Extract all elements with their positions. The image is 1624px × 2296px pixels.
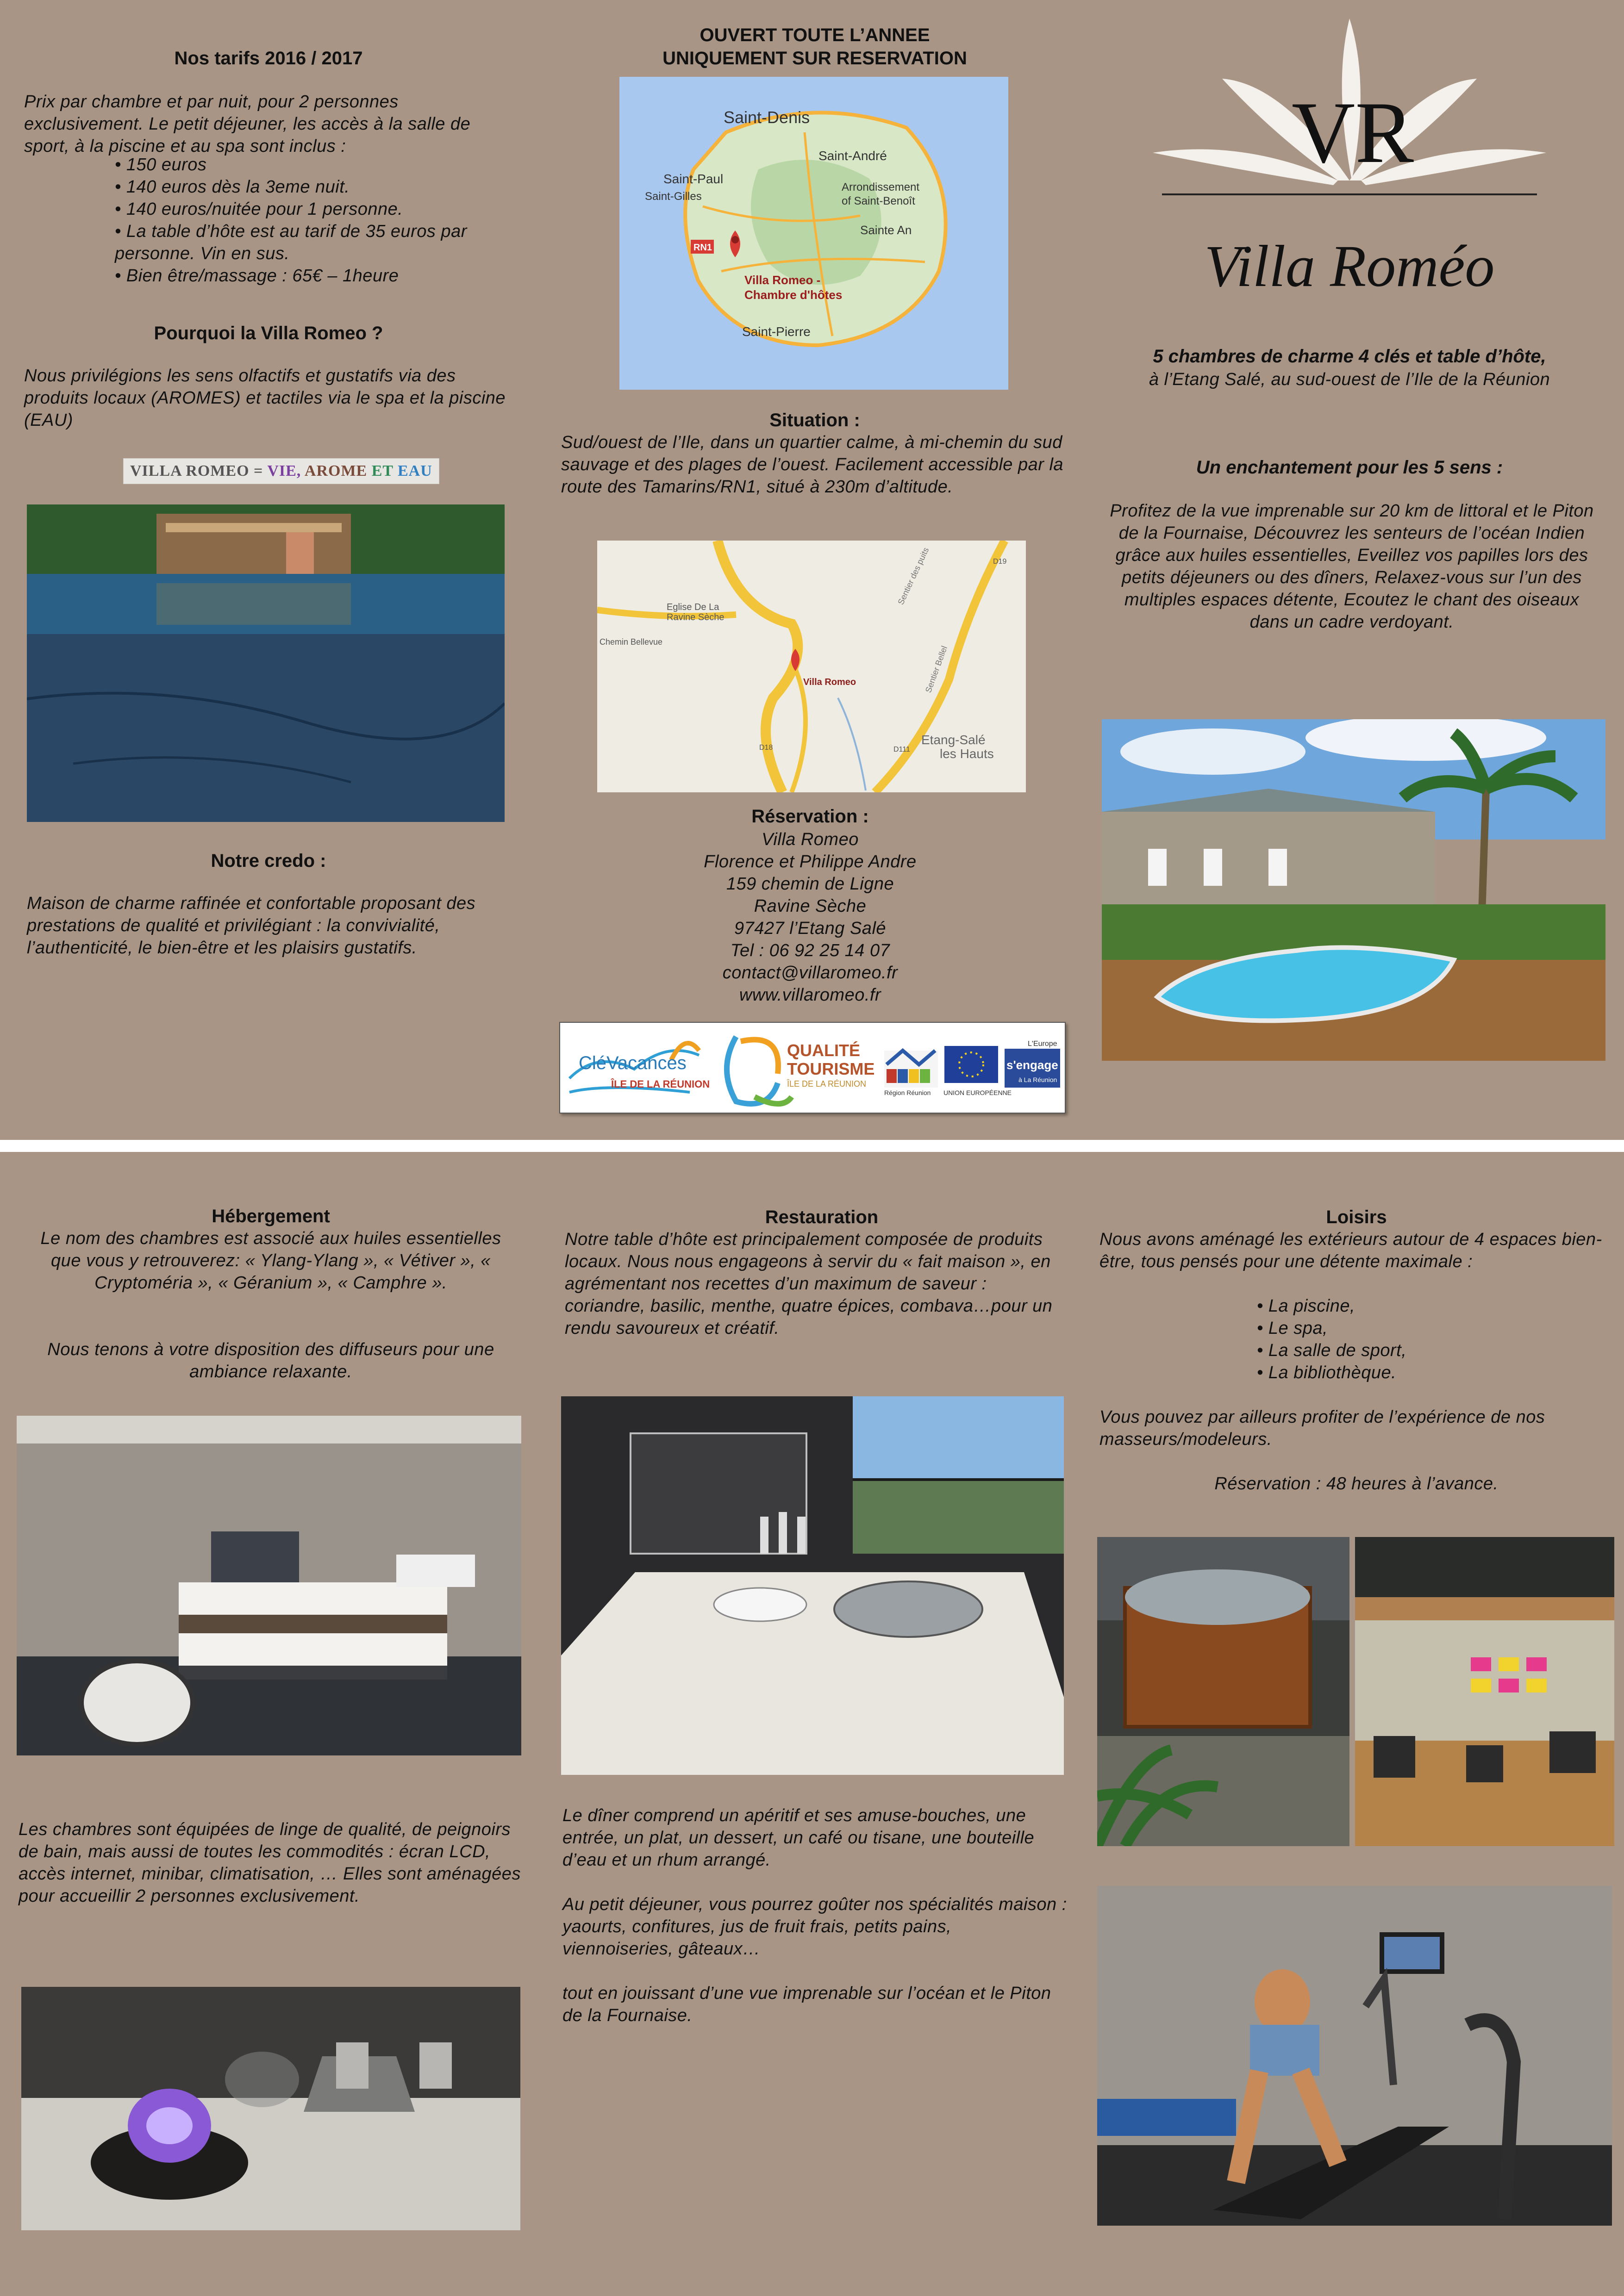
hebergement-text-2: Nous tenons à votre disposition des diffuseurs pour une ambiance relaxante. xyxy=(47,1340,494,1381)
map2-label-chemin-bellevue: Chemin Bellevue xyxy=(600,637,663,647)
hebergement-text-1: Le nom des chambres est associé aux huiles essentielles que vous y retrouverez: « Ylang-Ylang », « Vétiver », « Cryptoméria », « Géranium », « Camphre ». xyxy=(40,1229,501,1293)
logo-europe-1: L'Europe xyxy=(1028,1040,1057,1048)
logo-monogram: VR xyxy=(1292,84,1414,181)
map-label-rn1: RN1 xyxy=(693,243,712,253)
credo-text: Maison de charme raffinée et confortable proposant des prestations de qualité et privilégiant : la convivialité, l’authenticité, le bien-être et les plaisirs gustatifs. xyxy=(27,894,476,958)
logo-qualite: QUALITÉ xyxy=(787,1041,860,1060)
map-label-arrondissement: Arrondissement xyxy=(842,181,920,193)
map2-label-sentier-puits: Sentier des puits xyxy=(896,546,931,606)
ouvert-line-2: UNIQUEMENT SUR RESERVATION xyxy=(662,48,967,68)
logo-tourisme: TOURISME xyxy=(787,1059,875,1078)
enchantement-title: Un enchantement pour les 5 sens : xyxy=(1196,457,1503,478)
map2-label-ravine-seche: Ravine Sèche xyxy=(667,612,725,622)
headline-title: 5 chambres de charme 4 clés et table d’hôte, xyxy=(1153,346,1546,367)
map-label-saint-andre: Saint-André xyxy=(818,149,887,163)
loisirs-list xyxy=(1257,1295,1535,1384)
logo-qualite-reunion: ÎLE DE LA RÉUNION xyxy=(787,1079,867,1089)
loisirs-intro: Nous avons aménagé les extérieurs autour de 4 espaces bien-être, tous pensés pour une détente maximale : xyxy=(1099,1230,1602,1271)
logo-europe-2: s'engage xyxy=(1006,1058,1058,1072)
logo-europe-3: à La Réunion xyxy=(1018,1076,1057,1083)
diffuser-photo xyxy=(21,1987,520,2230)
restauration-text-2: Le dîner comprend un apéritif et ses amuse-bouches, une entrée, un plat, un dessert, un café ou tisane, une bouteille d’eau et un rhum arrangé. xyxy=(562,1806,1035,1870)
restauration-text-3: Au petit déjeuner, vous pourrez goûter nos spécialités maison : yaourts, confitures, jus de fruit frais, petits pains, viennoiseries, gâteaux… xyxy=(562,1895,1067,1959)
tarifs-list xyxy=(115,154,518,287)
map-label-saint-gilles: Saint-Gilles xyxy=(645,190,702,203)
acrostic-vie: VIE, xyxy=(267,462,301,479)
tarifs-item: • 140 euros/nuitée pour 1 personne. xyxy=(115,198,518,220)
map2-label-villa-romeo: Villa Romeo xyxy=(803,677,856,687)
hebergement-title: Hébergement xyxy=(212,1206,330,1226)
restauration-text-1: Notre table d’hôte est principalement composée de produits locaux. Nous nous engageons à servir du « fait maison », en agrémentant nos recettes d’un maximum de saveur : coriandre, basilic, menthe, quatre épices, combava…pour un rendu savoureux et créatif. xyxy=(565,1230,1053,1338)
logo-cle-reunion: ÎLE DE LA RÉUNION xyxy=(611,1078,710,1090)
headline-subtitle: à l’Etang Salé, au sud-ouest de l’Ile de la Réunion xyxy=(1149,370,1550,389)
acrostic-arome: AROME xyxy=(304,462,368,479)
loisirs-text-3: Réservation : 48 heures à l’avance. xyxy=(1214,1474,1499,1493)
villa-pool-photo xyxy=(1102,719,1605,1061)
situation-title: Situation : xyxy=(769,410,860,430)
labels-logo-strip xyxy=(559,1022,1066,1114)
gym-photo xyxy=(1097,1886,1612,2226)
reservation-website[interactable]: www.villaromeo.fr xyxy=(739,985,881,1005)
tarifs-intro: Prix par chambre et par nuit, pour 2 personnes exclusivement. Le petit déjeuner, les accès à la salle de sport, à la piscine et au spa sont inclus : xyxy=(24,92,471,156)
brochure-outer-page xyxy=(0,0,1624,1140)
map-label-saint-pierre: Saint-Pierre xyxy=(742,324,811,339)
reservation-lines xyxy=(556,828,1065,1006)
reservation-line: 159 chemin de Ligne xyxy=(726,874,894,894)
map2-label-sentier-bellel: Sentier Bellel xyxy=(923,644,949,694)
acrostic-equals: = xyxy=(254,462,263,479)
map-label-villa-romeo: Villa Romeo - xyxy=(744,273,821,287)
hebergement-text-3: Les chambres sont équipées de linge de qualité, de peignoirs de bain, mais aussi de toutes les commodités : écran LCD, accès internet, minibar, climatisation, … Elles sont aménagées pour accueillir 2 personnes exclusivement. xyxy=(19,1820,521,1906)
reservation-line: Florence et Philippe Andre xyxy=(704,852,917,871)
pourquoi-title: Pourquoi la Villa Romeo ? xyxy=(154,323,383,343)
map2-label-d19: D19 xyxy=(993,558,1007,566)
reservation-line: Ravine Sèche xyxy=(754,896,867,916)
villa-romeo-logo xyxy=(1153,14,1546,208)
tarifs-item: • 150 euros xyxy=(115,154,518,176)
tarifs-item: • Bien être/massage : 65€ – 1heure xyxy=(115,265,518,287)
etang-sale-street-map xyxy=(597,541,1026,792)
logo-clevacances: CléVacances xyxy=(579,1053,687,1073)
dining-table-photo xyxy=(561,1396,1064,1775)
loisirs-text-2: Vous pouvez par ailleurs profiter de l’expérience de nos masseurs/modeleurs. xyxy=(1099,1407,1545,1449)
restauration-text-4: tout en jouissant d’une vue imprenable sur l’océan et le Piton de la Fournaise. xyxy=(562,1984,1051,2025)
loisirs-item: • La bibliothèque. xyxy=(1257,1362,1535,1384)
map-label-saint-benoit: of Saint-Benoît xyxy=(842,195,915,207)
acrostic-eau: EAU xyxy=(397,462,432,479)
reservation-line: Villa Romeo xyxy=(762,830,859,849)
restauration-title: Restauration xyxy=(765,1207,879,1227)
map2-label-eglise: Eglise De La xyxy=(667,602,719,612)
loisirs-item: • Le spa, xyxy=(1257,1317,1535,1339)
map2-label-les-hauts: les Hauts xyxy=(940,747,994,761)
map2-label-etang-sale: Etang-Salé xyxy=(921,733,986,747)
loisirs-title: Loisirs xyxy=(1326,1207,1387,1227)
tarifs-item: • 140 euros dès la 3eme nuit. xyxy=(115,176,518,198)
tarifs-item: • La table d’hôte est au tarif de 35 euros par personne. Vin en sus. xyxy=(115,220,518,265)
loisirs-item: • La salle de sport, xyxy=(1257,1339,1535,1362)
reservation-title: Réservation : xyxy=(751,806,869,827)
tarifs-title: Nos tarifs 2016 / 2017 xyxy=(174,48,363,68)
map-label-chambre-hotes: Chambre d'hôtes xyxy=(744,288,843,302)
acrostic-left: VILLA ROMEO xyxy=(130,462,250,479)
pool-night-photo xyxy=(27,504,505,822)
reservation-email[interactable]: contact@villaromeo.fr xyxy=(722,963,898,983)
ouvert-line-1: OUVERT TOUTE L’ANNEE xyxy=(700,25,930,45)
logo-union-europeenne: UNION EUROPÉENNE xyxy=(943,1089,1012,1096)
map2-label-d111: D111 xyxy=(893,746,910,753)
map2-label-d18: D18 xyxy=(759,744,773,752)
reservation-phone: Tel : 06 92 25 14 07 xyxy=(730,941,890,960)
map-label-saint-paul: Saint-Paul xyxy=(663,172,724,186)
bedroom-photo xyxy=(17,1416,521,1755)
lounge-terrace-photo xyxy=(1355,1537,1614,1846)
brochure-inner-page xyxy=(0,1152,1624,2296)
acrostic-et: ET xyxy=(371,462,394,479)
pourquoi-text: Nous privilégions les sens olfactifs et gustatifs via des produits locaux (AROMES) et tactiles via le spa et la piscine (EAU) xyxy=(24,366,506,430)
spa-jacuzzi-photo xyxy=(1097,1537,1349,1846)
villa-romeo-acrostic xyxy=(123,458,439,484)
map-label-saint-denis: Saint-Denis xyxy=(724,108,810,127)
fold-divider xyxy=(0,1140,1624,1152)
map-label-sainte-anne: Sainte An xyxy=(860,223,912,237)
enchantement-text: Profitez de la vue imprenable sur 20 km de littoral et le Piton de la Fournaise, Découvrez les senteurs de l’océan Indien grâce aux huiles essentielles, Eveillez vos papilles lors des petits déjeuners ou des dîners, Relaxez-vous sur l’un des multiples espaces détente, Ecoutez le chant des oiseaux dans un cadre verdoyant. xyxy=(1110,501,1594,632)
reunion-island-map xyxy=(619,77,1008,390)
situation-text: Sud/ouest de l’Ile, dans un quartier calme, à mi-chemin du sud sauvage et des plages de l’ouest. Facilement accessible par la route des Tamarins/RN1, situé à 230m d’altitude. xyxy=(561,433,1064,497)
brand-name: Villa Roméo xyxy=(1204,233,1495,299)
credo-title: Notre credo : xyxy=(211,851,326,871)
loisirs-item: • La piscine, xyxy=(1257,1295,1535,1317)
reservation-line: 97427 l’Etang Salé xyxy=(734,919,887,938)
logo-region-reunion: Région Réunion xyxy=(884,1089,931,1096)
